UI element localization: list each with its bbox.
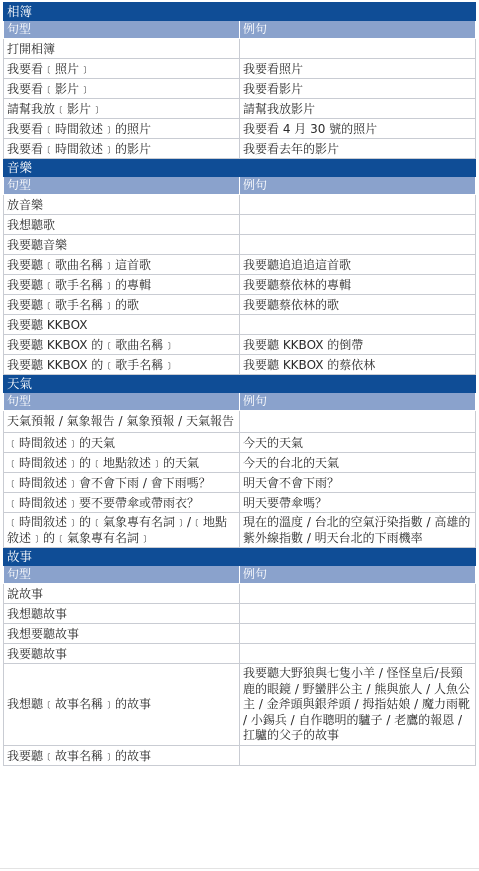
section-header-album: [4, 3, 476, 21]
pattern-cell: ﹝時間敘述﹞的天氣: [4, 433, 240, 453]
pattern-cell: ﹝時間敘述﹞的﹝地點敘述﹞的天氣: [4, 453, 240, 473]
example-cell: [240, 215, 476, 235]
column-header-example: 例句: [240, 393, 476, 411]
table-row: [4, 59, 476, 79]
example-cell: 我要看 4 月 30 號的照片: [240, 119, 476, 139]
table-row: [4, 99, 476, 119]
pattern-cell: ﹝時間敘述﹞會不會下雨 / 會下雨嗎？: [4, 473, 240, 493]
pattern-cell: ﹝時間敘述﹞要不要帶傘或帶雨衣？: [4, 493, 240, 513]
pattern-cell: 說故事: [4, 584, 240, 604]
example-cell: 我要聽大野狼與七隻小羊 / 怪怪皇后/長頸鹿的眼鏡 / 野蠻胖公主 / 熊與旅人 / 人魚公主 / 金斧頭與銀斧頭 / 拇指姑娘 / 魔力雨靴 / 小錫兵 / 自作聰明的驢子 / 老鷹的報恩 / 扛驢的父子的故事: [240, 664, 476, 746]
section-header-music: [4, 159, 476, 177]
column-header-row: [4, 177, 476, 195]
table-row: [4, 39, 476, 59]
pattern-cell: 請幫我放﹝影片﹞: [4, 99, 240, 119]
pattern-cell: 我要聽﹝故事名稱﹞的故事: [4, 745, 240, 765]
pattern-cell: 我要看﹝照片﹞: [4, 59, 240, 79]
table-row: [4, 473, 476, 493]
column-header-example: 例句: [240, 177, 476, 195]
example-cell: 我要聽 KKBOX 的蔡依林: [240, 355, 476, 375]
section-header-weather: [4, 375, 476, 393]
example-cell: 明天會不會下雨？: [240, 473, 476, 493]
pattern-cell: 我要聽 KKBOX 的﹝歌曲名稱﹞: [4, 335, 240, 355]
table-row: [4, 513, 476, 548]
table-body: [4, 3, 476, 766]
example-cell: 我要聽追追追這首歌: [240, 255, 476, 275]
table-row: [4, 664, 476, 746]
pattern-cell: 天氣預報 / 氣象報告 / 氣象預報 / 天氣報告: [4, 411, 240, 433]
example-cell: [240, 411, 476, 433]
table-row: [4, 453, 476, 473]
pattern-cell: 我要聽故事: [4, 644, 240, 664]
example-cell: 今天的台北的天氣: [240, 453, 476, 473]
section-title: 相簿: [4, 3, 476, 21]
example-cell: 我要看影片: [240, 79, 476, 99]
pattern-cell: 我要聽﹝歌手名稱﹞的歌: [4, 295, 240, 315]
example-cell: 今天的天氣: [240, 433, 476, 453]
example-cell: [240, 745, 476, 765]
pattern-cell: 我想要聽故事: [4, 624, 240, 644]
example-cell: 明天要帶傘嗎？: [240, 493, 476, 513]
table-row: [4, 355, 476, 375]
pattern-cell: 我要聽﹝歌曲名稱﹞這首歌: [4, 255, 240, 275]
pattern-cell: ﹝時間敘述﹞的﹝氣象專有名詞﹞/﹝地點敘述﹞的﹝氣象專有名詞﹞: [4, 513, 240, 548]
example-cell: 我要看去年的影片: [240, 139, 476, 159]
section-title: 故事: [4, 548, 476, 566]
table-row: [4, 411, 476, 433]
example-cell: 我要聽蔡依林的歌: [240, 295, 476, 315]
column-header-example: 例句: [240, 566, 476, 584]
table-row: [4, 255, 476, 275]
example-cell: 我要聽蔡依林的專輯: [240, 275, 476, 295]
example-cell: [240, 315, 476, 335]
pattern-cell: 打開相簿: [4, 39, 240, 59]
page: [0, 2, 479, 871]
pattern-cell: 我想聽﹝故事名稱﹞的故事: [4, 664, 240, 746]
pattern-cell: 放音樂: [4, 195, 240, 215]
column-header-row: [4, 21, 476, 39]
pattern-cell: 我想聽歌: [4, 215, 240, 235]
table-row: [4, 79, 476, 99]
table-row: [4, 433, 476, 453]
table-row: [4, 644, 476, 664]
pattern-cell: 我要聽﹝歌手名稱﹞的專輯: [4, 275, 240, 295]
example-cell: [240, 584, 476, 604]
example-cell: [240, 235, 476, 255]
section-title: 音樂: [4, 159, 476, 177]
example-cell: [240, 39, 476, 59]
section-title: 天氣: [4, 375, 476, 393]
pattern-cell: 我想聽故事: [4, 604, 240, 624]
example-cell: [240, 604, 476, 624]
table-row: [4, 275, 476, 295]
pattern-cell: 我要看﹝時間敘述﹞的影片: [4, 139, 240, 159]
column-header-pattern: 句型: [4, 177, 240, 195]
pattern-cell: 我要看﹝影片﹞: [4, 79, 240, 99]
example-cell: 我要看照片: [240, 59, 476, 79]
example-cell: [240, 644, 476, 664]
column-header-pattern: 句型: [4, 21, 240, 39]
example-cell: 請幫我放影片: [240, 99, 476, 119]
column-header-pattern: 句型: [4, 566, 240, 584]
table-row: [4, 119, 476, 139]
section-header-story: [4, 548, 476, 566]
column-header-row: [4, 393, 476, 411]
example-cell: [240, 195, 476, 215]
table-row: [4, 139, 476, 159]
column-header-row: [4, 566, 476, 584]
pattern-cell: 我要聽 KKBOX: [4, 315, 240, 335]
column-header-example: 例句: [240, 21, 476, 39]
table-row: [4, 745, 476, 765]
table-row: [4, 624, 476, 644]
example-cell: [240, 624, 476, 644]
table-row: [4, 235, 476, 255]
example-cell: 現在的溫度 / 台北的空氣汙染指數 / 高雄的紫外線指數 / 明天台北的下雨機率: [240, 513, 476, 548]
table-row: [4, 584, 476, 604]
table-row: [4, 493, 476, 513]
column-header-pattern: 句型: [4, 393, 240, 411]
voice-command-table: [3, 2, 476, 766]
table-row: [4, 335, 476, 355]
table-row: [4, 295, 476, 315]
pattern-cell: 我要聽音樂: [4, 235, 240, 255]
table-row: [4, 604, 476, 624]
table-row: [4, 315, 476, 335]
pattern-cell: 我要聽 KKBOX 的﹝歌手名稱﹞: [4, 355, 240, 375]
example-cell: 我要聽 KKBOX 的倒帶: [240, 335, 476, 355]
table-row: [4, 215, 476, 235]
table-row: [4, 195, 476, 215]
pattern-cell: 我要看﹝時間敘述﹞的照片: [4, 119, 240, 139]
